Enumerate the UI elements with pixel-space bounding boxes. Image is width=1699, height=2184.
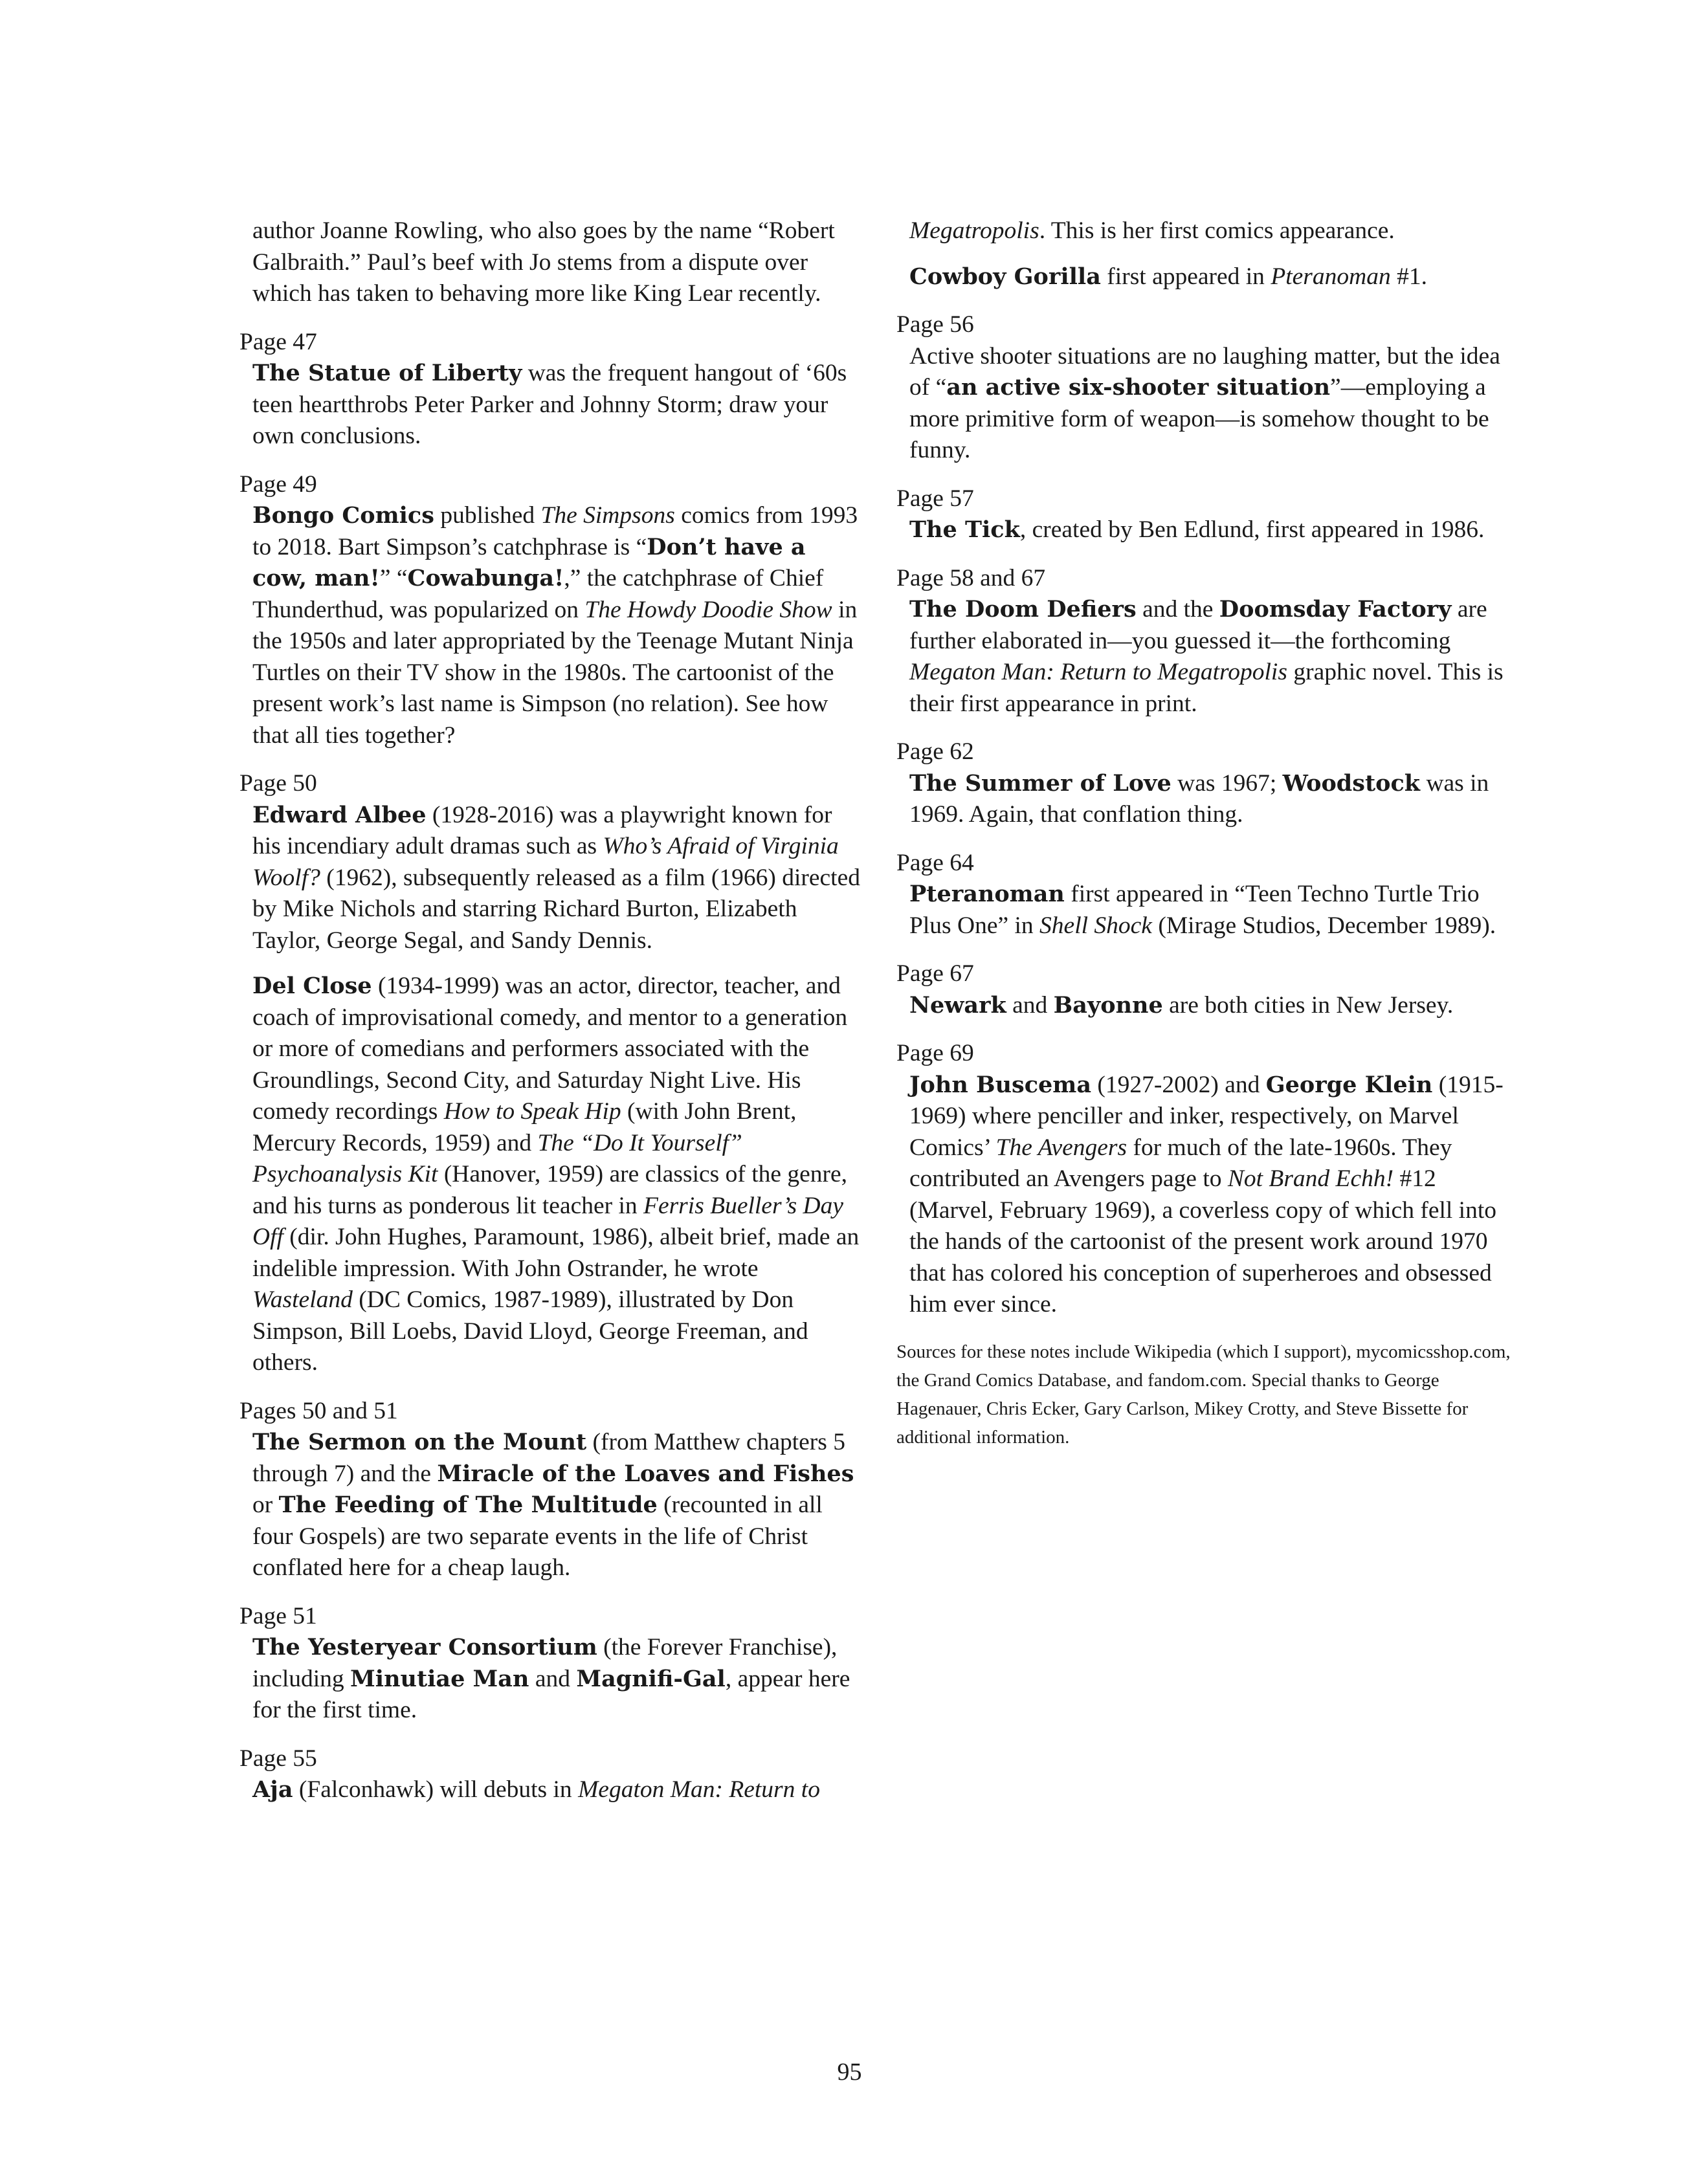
note-text: The Yesteryear Consortium (the Forever Franchise), including Minutiae Man and Magnifi-Gal, appear here for the first time.: [252, 1634, 850, 1723]
page-heading: Page 51: [239, 1602, 317, 1629]
note-text: The Tick, created by Ben Edlund, first appeared in 1986.: [909, 516, 1485, 543]
note-text: The Statue of Liberty was the frequent hangout of ‘60s teen heartthrobs Peter Parker and Johnny Storm; draw your own conclusions.: [252, 360, 847, 449]
note-text: Active shooter situations are no laughing matter, but the idea of “an active six-shooter situation”—employing a more primitive form of weapon—is somehow thought to be funny.: [909, 342, 1500, 463]
note-page-51: [239, 1601, 861, 1726]
page-heading: Page 55: [239, 1745, 317, 1772]
page-heading: Page 64: [896, 849, 974, 876]
page-heading: Page 57: [896, 485, 974, 512]
note-text: The Doom Defiers and the Doomsday Factory are further elaborated in—you guessed it—the forthcoming Megaton Man: Return to Megatropolis graphic novel. This is their first appearance in print.: [909, 596, 1504, 717]
note-page-56: [896, 309, 1518, 467]
note-text: Cowboy Gorilla first appeared in Pteranoman #1.: [909, 263, 1427, 290]
note-page-58-67: [896, 563, 1518, 720]
page-heading: Page 69: [896, 1040, 974, 1066]
note-intro-continued: [239, 215, 861, 310]
page-heading: Pages 50 and 51: [239, 1397, 398, 1424]
right-column: [896, 215, 1518, 1451]
note-text: Del Close (1934-1999) was an actor, director, teacher, and coach of improvisational comedy, and mentor to a generation or more of comedians and performers associated with the Groundlings, Second City, and Saturday Night Live. His comedy recordings How to Speak Hip (with John Brent, Mercury Records, 1959) and The “Do It Yourself” Psychoanalysis Kit (Hanover, 1959) are classics of the genre, and his turns as ponderous lit teacher in Ferris Bueller’s Day Off (dir. John Hughes, Paramount, 1986), albeit brief, made an indelible impression. With John Ostrander, he wrote Wasteland (DC Comics, 1987-1989), illustrated by Don Simpson, Bill Loebs, David Lloyd, George Freeman, and others.: [252, 973, 860, 1376]
note-page-69: [896, 1038, 1518, 1321]
sources-note: Sources for these notes include Wikipedia (which I support), mycomicsshop.com, the Grand Comics Database, and fandom.com. Special thanks to George Hagenauer, Chris Ecker, Gary Carlson, Mikey Crotty, and Steve Bissette for additional information.: [896, 1341, 1511, 1448]
note-text: The Summer of Love was 1967; Woodstock was in 1969. Again, that conflation thing.: [909, 769, 1489, 828]
page-heading: Page 67: [896, 960, 974, 987]
page-heading: Page 49: [239, 470, 317, 498]
page-heading: Page 56: [896, 311, 974, 338]
note-text: Pteranoman first appeared in “Teen Techno Turtle Trio Plus One” in Shell Shock (Mirage Studios, December 1989).: [909, 881, 1496, 939]
note-page-67: [896, 958, 1518, 1021]
note-page-47: [239, 327, 861, 452]
page-heading: Page 47: [239, 328, 317, 355]
note-pages-50-51: [239, 1396, 861, 1584]
left-column: [239, 215, 861, 1823]
note-page-64: [896, 848, 1518, 942]
note-text: Newark and Bayonne are both cities in New Jersey.: [909, 991, 1454, 1019]
note-text: John Buscema (1927-2002) and George Klein (1915-1969) where penciller and inker, respectively, on Marvel Comics’ The Avengers for much of the late-1960s. They contributed an Avengers page to Not Brand Echh! #12 (Marvel, February 1969), a coverless copy of which fell into the hands of the cartoonist of the present work around 1970 that has colored his conception of superheroes and obsessed him ever since.: [909, 1071, 1504, 1318]
page-heading: Page 62: [896, 738, 974, 765]
note-page-57: [896, 483, 1518, 546]
note-page-49: [239, 469, 861, 752]
page-heading: Page 58 and 67: [896, 564, 1046, 591]
note-text: Edward Albee (1928-2016) was a playwright known for his incendiary adult dramas such as Who’s Afraid of Virginia Woolf? (1962), subsequently released as a film (1966) directed by Mike Nichols and starring Richard Burton, Elizabeth Taylor, George Segal, and Sandy Dennis.: [252, 801, 860, 954]
note-text: Aja (Falconhawk) will debuts in Megaton Man: Return to: [252, 1776, 820, 1803]
note-page-62: [896, 736, 1518, 831]
note-page-55-continued: [896, 215, 1518, 292]
note-page-55: [239, 1743, 861, 1806]
note-page-50: [239, 768, 861, 1379]
note-text: The Sermon on the Mount (from Matthew chapters 5 through 7) and the Miracle of the Loaves and Fishes or The Feeding of The Multitude (recounted in all four Gospels) are two separate events in the life of Christ conflated here for a cheap laugh.: [252, 1429, 854, 1581]
note-text: author Joanne Rowling, who also goes by the name “Robert Galbraith.” Paul’s beef with Jo stems from a dispute over which has taken to behaving more like King Lear recently.: [252, 217, 835, 307]
note-text: Bongo Comics published The Simpsons comics from 1993 to 2018. Bart Simpson’s catchphrase is “Don’t have a cow, man!” “Cowabunga!,” the catchphrase of Chief Thunderthud, was popularized on The Howdy Doodie Show in the 1950s and later appropriated by the Teenage Mutant Ninja Turtles on their TV show in the 1980s. The cartoonist of the present work’s last name is Simpson (no relation). See how that all ties together?: [252, 502, 858, 749]
page-number: 95: [837, 2058, 862, 2086]
page-heading: Page 50: [239, 770, 317, 797]
note-text: Megatropolis. This is her first comics appearance.: [909, 217, 1395, 244]
